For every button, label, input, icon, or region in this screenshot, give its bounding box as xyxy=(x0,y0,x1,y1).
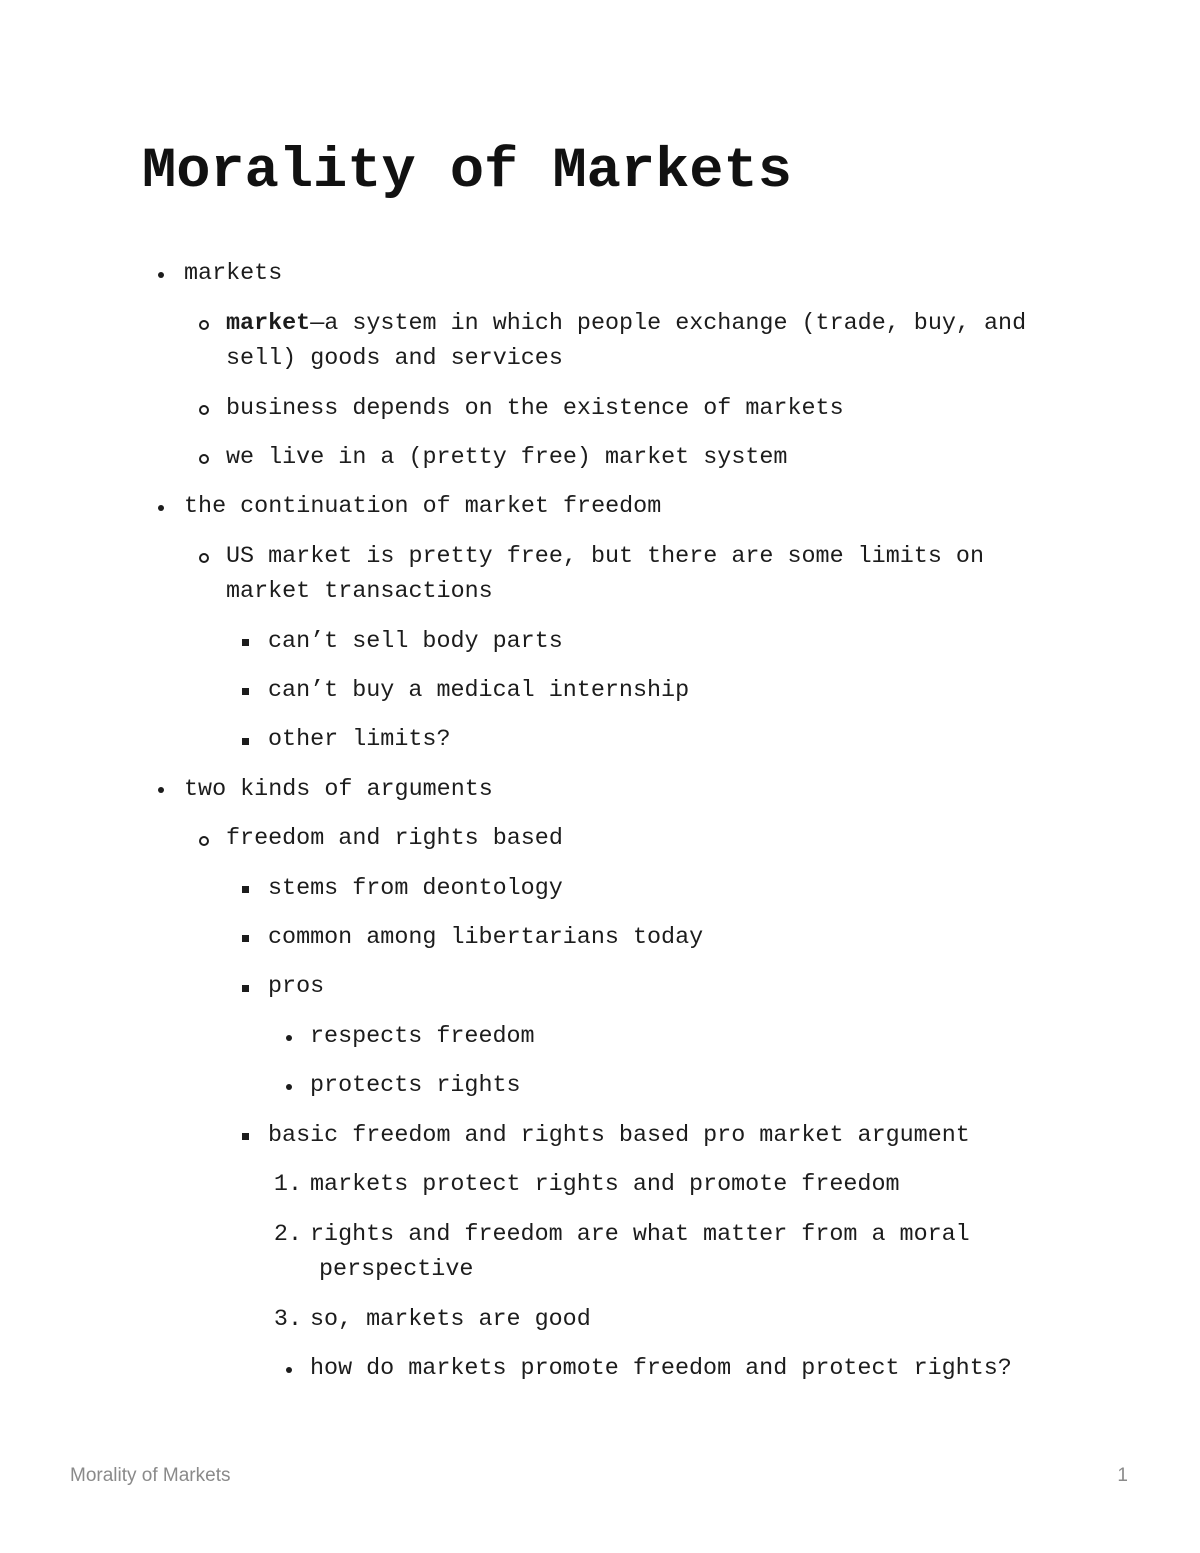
list-number: 1. xyxy=(273,1172,302,1198)
outline-item-us-market-cont: market transactions xyxy=(226,579,493,605)
bullet-square-icon xyxy=(242,639,249,646)
outline-item-question: how do markets promote freedom and protect rights? xyxy=(310,1356,1012,1382)
bullet-square-icon xyxy=(242,886,249,893)
bullet-square-icon xyxy=(242,935,249,942)
list-number: 3. xyxy=(273,1307,302,1333)
outline-item-arguments: two kinds of arguments xyxy=(184,777,493,803)
outline-item-limit: can’t sell body parts xyxy=(268,629,563,655)
bullet-circle-icon xyxy=(199,836,209,846)
bullet-square-icon xyxy=(242,738,249,745)
outline-item-pro: protects rights xyxy=(310,1073,521,1099)
bullet-circle-icon xyxy=(199,320,209,330)
definition-text: —a system in which people exchange (trade, buy, and xyxy=(310,311,1027,337)
outline-item-limit: other limits? xyxy=(268,727,451,753)
bullet-disc-icon xyxy=(286,1084,292,1090)
bullet-circle-icon xyxy=(199,405,209,415)
outline-item-market-definition xyxy=(226,307,1026,342)
outline-item-pros: pros xyxy=(268,974,325,1000)
numbered-item: rights and freedom are what matter from a moral xyxy=(310,1222,970,1248)
page-title: Morality of Markets xyxy=(142,140,792,204)
outline-item-market-definition-cont: sell) goods and services xyxy=(226,346,563,372)
outline-item-free-market: we live in a (pretty free) market system xyxy=(226,445,788,471)
outline-item-freedom-rights: freedom and rights based xyxy=(226,826,563,852)
outline-item-deontology: stems from deontology xyxy=(268,876,563,902)
numbered-item: markets protect rights and promote freedom xyxy=(310,1172,900,1198)
numbered-item-cont: perspective xyxy=(319,1257,474,1283)
outline-item-basic-argument: basic freedom and rights based pro market argument xyxy=(268,1123,970,1149)
bullet-disc-icon xyxy=(158,272,164,278)
outline-item-us-market: US market is pretty free, but there are some limits on xyxy=(226,544,984,570)
footer-page-number: 1 xyxy=(1117,1465,1128,1486)
bullet-circle-icon xyxy=(199,553,209,563)
bullet-disc-icon xyxy=(286,1035,292,1041)
outline-item-pro: respects freedom xyxy=(310,1024,535,1050)
outline-item-continuation: the continuation of market freedom xyxy=(184,494,662,520)
numbered-item: so, markets are good xyxy=(310,1307,591,1333)
bullet-square-icon xyxy=(242,688,249,695)
list-number: 2. xyxy=(273,1222,302,1248)
outline-item-limit: can’t buy a medical internship xyxy=(268,678,690,704)
bullet-disc-icon xyxy=(158,787,164,793)
footer-doc-title: Morality of Markets xyxy=(70,1465,231,1486)
bullet-disc-icon xyxy=(158,505,164,511)
bullet-circle-icon xyxy=(199,454,209,464)
definition-term: market xyxy=(226,311,311,337)
outline-item-libertarians: common among libertarians today xyxy=(268,925,704,951)
bullet-disc-icon xyxy=(286,1367,292,1373)
outline-item-markets: markets xyxy=(184,261,283,287)
bullet-square-icon xyxy=(242,985,249,992)
outline-item-business: business depends on the existence of markets xyxy=(226,396,844,422)
bullet-square-icon xyxy=(242,1133,249,1140)
